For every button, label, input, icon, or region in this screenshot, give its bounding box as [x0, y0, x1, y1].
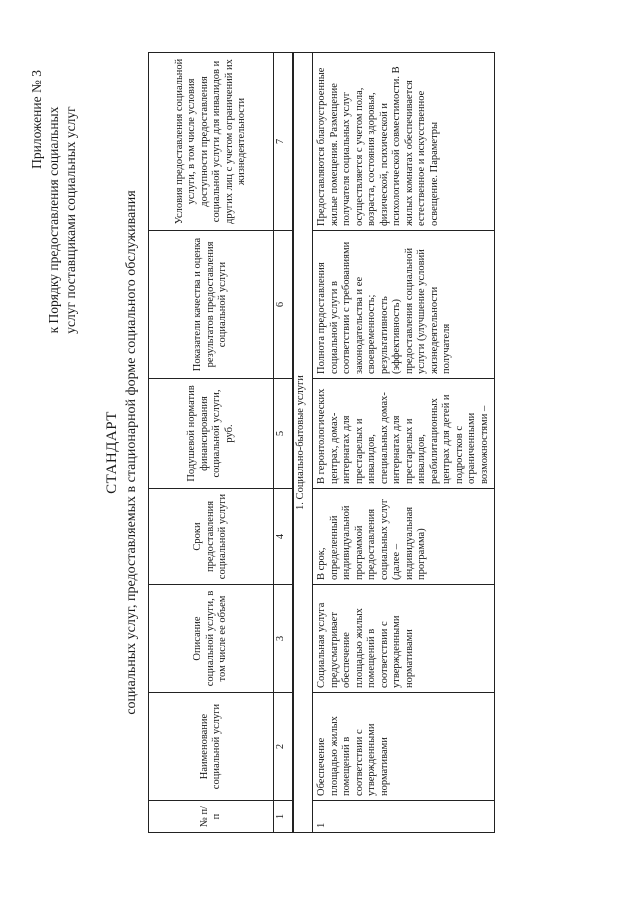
column-number-row — [274, 53, 294, 833]
table-row — [313, 53, 495, 833]
appendix-line: к Порядку предоставления социальных — [46, 106, 61, 334]
column-number: 7 — [274, 53, 294, 231]
appendix-header — [28, 70, 79, 370]
column-number: 2 — [274, 693, 294, 801]
standard-table — [148, 52, 495, 833]
header-cell-norm: Подушевой норматив финансирования социальной услуги, руб. — [149, 379, 274, 489]
cell-norm: В геронтологических центрах, домах-интернатах для престарелых и инвалидов, специальных домах-интернатах для престарелых и инвалидов, реабилитационных центрах для детей и подростков с ограниченными возможностями – — [313, 379, 495, 489]
appendix-line: услуг поставщиками социальных услуг — [63, 106, 78, 334]
column-number: 3 — [274, 585, 294, 693]
section-row — [293, 53, 313, 833]
cell-terms: В срок, определенный индивидуальной программой предоставления социальных услуг (далее – индивидуальная программа) — [313, 489, 495, 585]
cell-conditions: Предоставляются благоустроенные жилые помещения. Размещение получателя социальных услуг осуществляется с учетом пола, возраста, состояния здоровья, физической, психической и психологической совместимости. В жилых комнатах обеспечивается естественное и искусственное освещение. Параметры — [313, 53, 495, 231]
cell-description: Социальная услуга предусматривает обеспечение площадью жилых помещений в соответствии с утвержденными нормативами — [313, 585, 495, 693]
section-heading: 1. Социально-бытовые услуги — [293, 53, 313, 833]
header-cell-terms: Сроки предоставления социальной услуги — [149, 489, 274, 585]
standard-title: СТАНДАРТ — [104, 411, 120, 494]
column-number: 5 — [274, 379, 294, 489]
column-number: 4 — [274, 489, 294, 585]
cell-name: Обеспечение площадью жилых помещений в соответствии с утвержденными нормативами — [313, 693, 495, 801]
header-cell-quality: Показатели качества и оценка результатов предоставления социальной услуги — [149, 231, 274, 379]
table-header-row — [149, 53, 274, 833]
standard-subtitle: социальных услуг, предоставляемых в стационарной форме социального обслуживания — [124, 190, 139, 715]
column-number: 6 — [274, 231, 294, 379]
header-cell-description: Описание социальной услуги, в том числе ее объем — [149, 585, 274, 693]
appendix-number: Приложение № 3 — [29, 70, 44, 169]
header-cell-name: Наименование социальной услуги — [149, 693, 274, 801]
cell-number: 1 — [313, 801, 495, 833]
cell-quality: Полнота предоставления социальной услуги в соответствии с требованиями законодательства и ее своевременность; результативность (эффективность) предоставления социальной услуги (улучшение условий жизнедеятельности получателя — [313, 231, 495, 379]
column-number: 1 — [274, 801, 294, 833]
header-cell-conditions: Условия предоставления социальной услуги, в том числе условия доступности предоставления социальной услуги для инвалидов и других лиц с учетом ограничений их жизнедеятельности — [149, 53, 274, 231]
header-cell-number: № п/п — [149, 801, 274, 833]
